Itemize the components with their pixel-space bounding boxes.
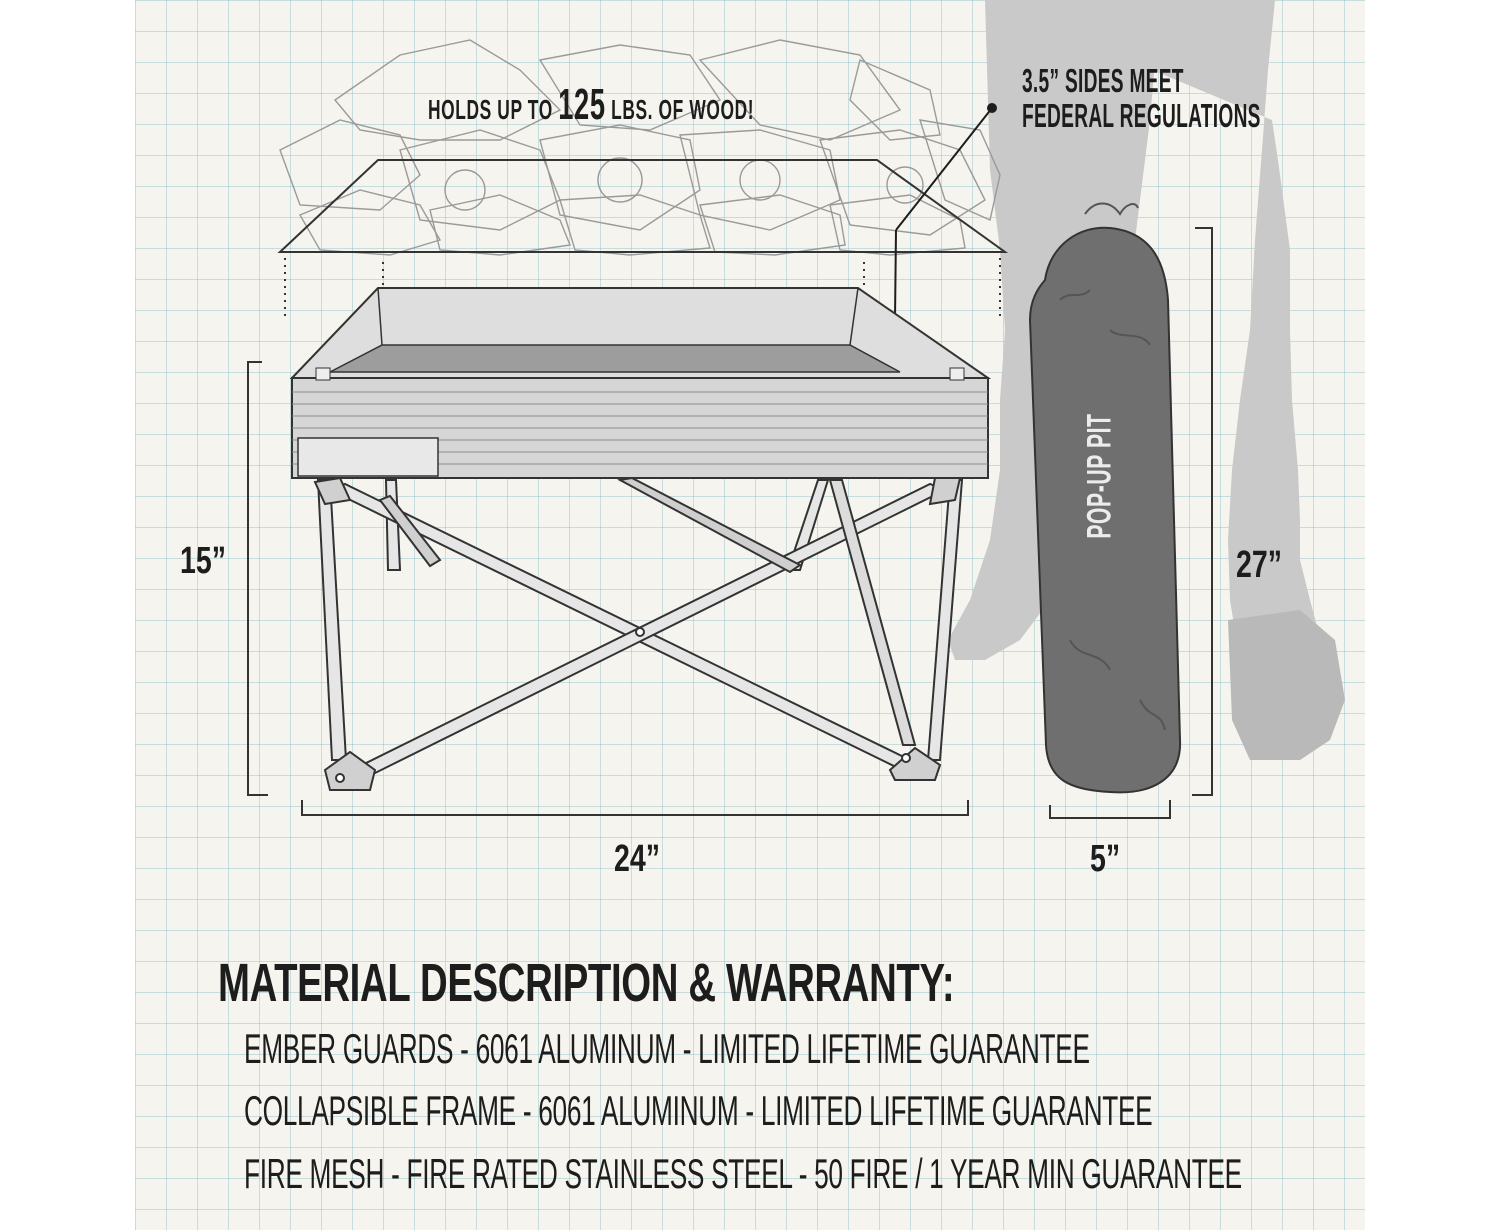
- material-item-ember-guards: EMBER GUARDS - 6061 ALUMINUM - LIMITED LIFETIME GUARANTEE: [244, 1025, 1090, 1072]
- width-dimension: 24”: [614, 838, 660, 880]
- bag-width-dimension: 5”: [1090, 838, 1121, 880]
- collapsible-frame: [315, 478, 962, 790]
- capacity-prefix: HOLDS UP TO: [428, 94, 553, 125]
- firewood-sketch: [280, 40, 1000, 255]
- capacity-suffix: LBS. OF WOOD!: [611, 94, 755, 125]
- capacity-amount: 125: [558, 80, 606, 129]
- material-item-collapsible-frame: COLLAPSIBLE FRAME - 6061 ALUMINUM - LIMITED LIFETIME GUARANTEE: [244, 1087, 1153, 1134]
- bag-label: POP-UP PIT: [1080, 413, 1119, 539]
- capacity-label: [428, 80, 754, 130]
- materials-title: MATERIAL DESCRIPTION & WARRANTY:: [218, 953, 955, 1013]
- height-dimension: 15”: [180, 540, 226, 582]
- fire-pit-tray: [292, 288, 988, 478]
- callout-line-1: 3.5” SIDES MEET: [1022, 62, 1184, 99]
- bag-length-dimension: 27”: [1236, 544, 1282, 586]
- callout-line-2: FEDERAL REGULATIONS: [1022, 97, 1261, 134]
- material-item-fire-mesh: FIRE MESH - FIRE RATED STAINLESS STEEL - 50 FIRE / 1 YEAR MIN GUARANTEE: [244, 1150, 1242, 1197]
